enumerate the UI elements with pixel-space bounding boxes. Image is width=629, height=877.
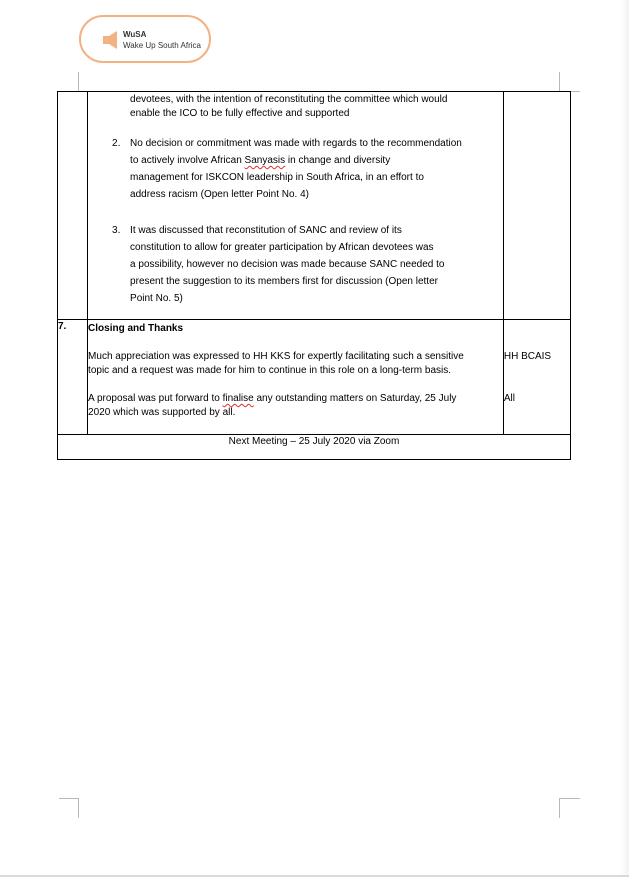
item-line: devotees, with the intention of reconstituting the committee which would (130, 94, 448, 105)
item-number: 2. (112, 138, 121, 149)
resolution-list (88, 92, 503, 307)
item-number: 3. (112, 225, 121, 236)
item-line: enable the ICO to be fully effective and supported (130, 108, 350, 119)
paragraph-appreciation (88, 350, 503, 378)
owner-cell (503, 92, 570, 320)
spelling-flagged-word[interactable]: finalise (222, 393, 254, 404)
crop-mark-top-right (559, 72, 580, 92)
owner-proposal: All (503, 393, 515, 404)
item-line: Point No. 5) (130, 293, 183, 304)
spacer (88, 378, 503, 392)
item-line: constitution to allow for greater participation by African devotees was (130, 242, 434, 253)
section-number: 7. (58, 320, 88, 435)
spacer (88, 336, 503, 350)
owner-appreciation: HH BCAIS (503, 351, 552, 362)
item-line: No decision or commitment was made with regards to the recommendation (130, 138, 462, 149)
para-text: A proposal was put forward to (88, 393, 223, 404)
speaker-icon (102, 30, 122, 50)
table-row-continued (58, 92, 571, 320)
item-text: to actively involve African (130, 155, 245, 166)
header-logo (79, 15, 211, 63)
logo-name: WuSA (123, 30, 147, 39)
para-line: Much appreciation was expressed to HH KKS for expertly facilitating such a sensitive (88, 351, 464, 362)
item-line: a possibility, however no decision was made because SANC needed to (130, 259, 445, 270)
para-text: any outstanding matters on Saturday, 25 July (253, 393, 457, 404)
crop-mark-top-left (59, 72, 79, 92)
paragraph-proposal (88, 392, 503, 420)
para-line (88, 392, 503, 406)
page-edge-shadow (621, 0, 629, 877)
discussion-cell (88, 92, 504, 320)
item-line: It was discussed that reconstitution of SANC and review of its (130, 225, 402, 236)
next-meeting: Next Meeting – 25 July 2020 via Zoom (58, 435, 571, 460)
section-body (88, 320, 504, 435)
table-row-footer (58, 435, 571, 460)
para-line: 2020 which was supported by all. (88, 407, 236, 418)
item-text: in change and diversity (285, 155, 391, 166)
item-line: address racism (Open letter Point No. 4) (130, 189, 310, 200)
section-number-cell (58, 92, 88, 320)
crop-mark-bottom-left (59, 798, 79, 818)
spelling-flagged-word[interactable]: Sanyasis (244, 155, 286, 166)
list-item-1-continued (88, 92, 503, 121)
item-line (130, 152, 497, 169)
para-line: topic and a request was made for him to continue in this role on a long-term basis. (88, 365, 452, 376)
crop-mark-bottom-right (559, 798, 580, 818)
list-item-3 (88, 222, 503, 307)
list-spacer (88, 203, 503, 222)
list-item-2 (88, 135, 503, 203)
logo-text (123, 29, 201, 51)
item-line: management for ISKCON leadership in South Africa, in an effort to (130, 172, 424, 183)
table-row-section-7 (58, 320, 571, 435)
logo-tagline: Wake Up South Africa (123, 41, 201, 50)
list-spacer (88, 121, 503, 135)
owner-cell (503, 320, 570, 435)
minutes-table (57, 91, 571, 460)
section-title: Closing and Thanks (88, 323, 184, 334)
spacer (504, 364, 570, 392)
item-line: present the suggestion to its members first for discussion (Open letter (130, 276, 438, 287)
